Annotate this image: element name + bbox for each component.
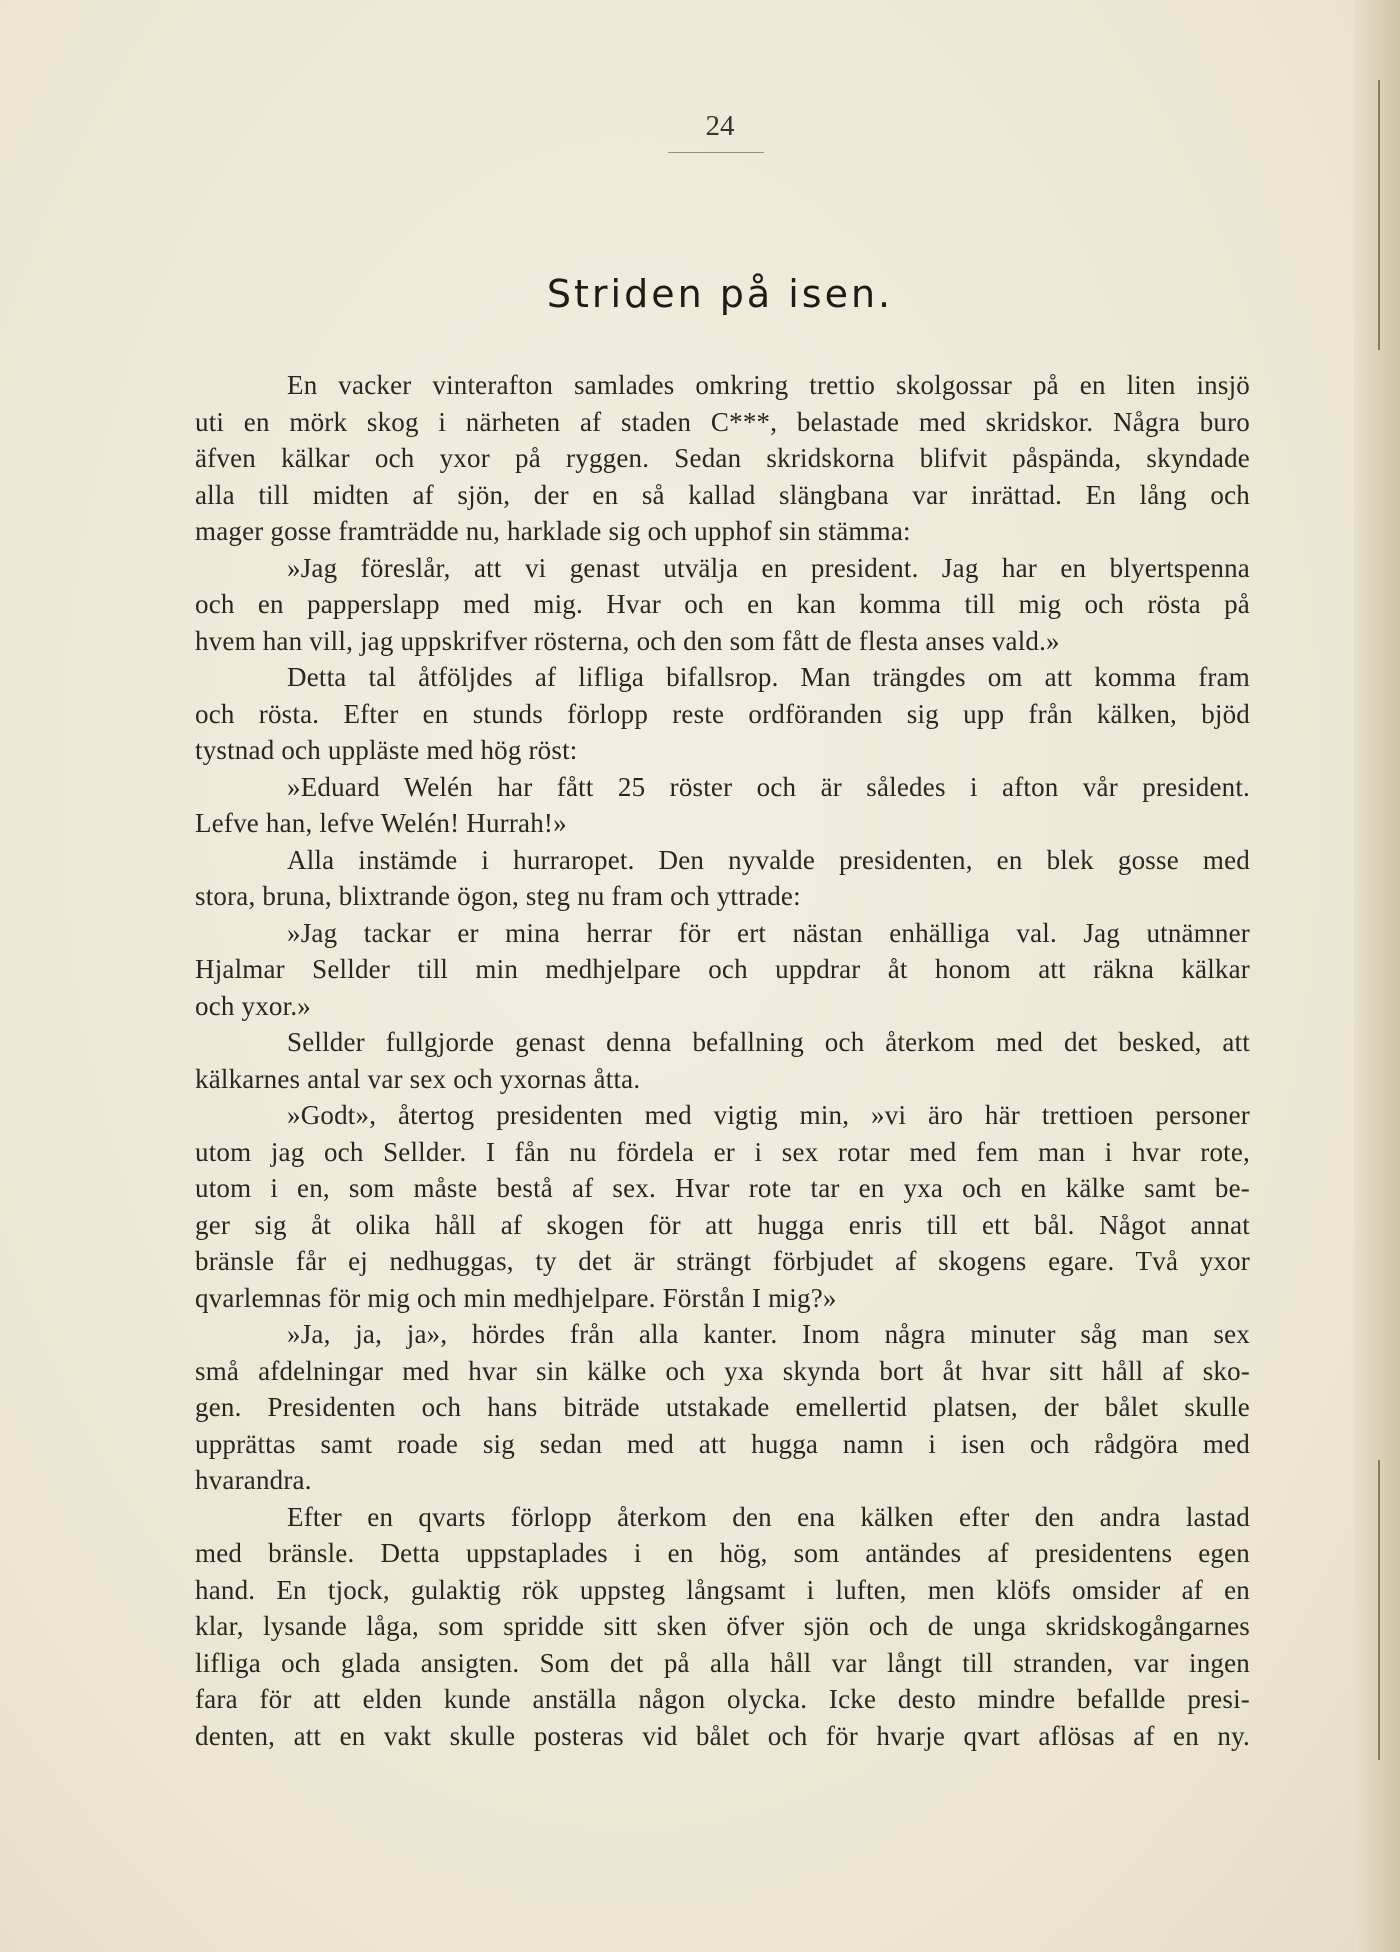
body-text — [195, 367, 1250, 1754]
text-line: »Ja, ja, ja», hördes från alla kanter. Inom några minuter såg man sex — [287, 1319, 1250, 1349]
text-line: och rösta. Efter en stunds förlopp reste ordföranden sig upp från kälken, bjöd — [195, 698, 1250, 729]
page-number-rule — [668, 152, 764, 153]
text-line: med bränsle. Detta uppstaplades i en hög, som antändes af presidentens egen — [195, 1538, 1250, 1568]
text-line: »Jag tackar er mina herrar för ert nästan enhälliga val. Jag utnämner — [287, 917, 1250, 948]
text-line: uti en mörk skog i närheten af staden C***, belastade med skridskor. Några buro — [195, 406, 1250, 437]
text-line: tystnad och uppläste med hög röst: — [195, 735, 578, 765]
page-number: 24 — [705, 110, 735, 142]
text-line: qvarlemnas för mig och min medhjelpare. Förstån I mig?» — [195, 1282, 837, 1313]
text-line: hand. En tjock, gulaktig rök uppsteg långsamt i luften, men klöfs omsider af en — [195, 1574, 1250, 1605]
text-line: hvem han vill, jag uppskrifver rösterna, och den som fått de flesta anses vald.» — [195, 625, 1060, 656]
text-line: Efter en qvarts förlopp återkom den ena kälken efter den andra lastad — [287, 1501, 1250, 1532]
text-line: »Jag föreslår, att vi genast utvälja en president. Jag har en blyertspenna — [287, 552, 1250, 583]
text-line: stora, bruna, blixtrande ögon, steg nu fram och yttrade: — [195, 881, 801, 911]
text-line: Alla instämde i hurraropet. Den nyvalde presidenten, en blek gosse med — [287, 844, 1250, 875]
text-line: utom i en, som måste bestå af sex. Hvar rote tar en yxa och en kälke samt be- — [195, 1173, 1250, 1203]
text-line: bränsle får ej nedhuggas, ty det är strängt förbjudet af skogens egare. Två yxor — [195, 1246, 1250, 1276]
text-line: alla till midten af sjön, der en så kallad slängbana var inrättad. En lång och — [195, 479, 1250, 510]
text-line: och yxor.» — [195, 990, 311, 1021]
text-line: mager gosse framträdde nu, harklade sig och upphof sin stämma: — [195, 516, 911, 546]
text-line: »Godt», återtog presidenten med vigtig min, »vi äro här trettioen personer — [287, 1100, 1250, 1130]
text-line: kälkarnes antal var sex och yxornas åtta. — [195, 1063, 641, 1094]
text-line: upprättas samt roade sig sedan med att hugga namn i isen och rådgöra med — [195, 1428, 1250, 1459]
text-line: äfven kälkar och yxor på ryggen. Sedan skridskorna blifvit påspända, skyndade — [195, 443, 1250, 473]
text-line: och en papperslapp med mig. Hvar och en kan komma till mig och rösta på — [195, 589, 1250, 619]
text-line: små afdelningar med hvar sin kälke och yxa skynda bort åt hvar sitt håll af sko- — [195, 1355, 1250, 1386]
text-line: denten, att en vakt skulle posteras vid bålet och för hvarje qvart aflösas af en ny. — [195, 1720, 1250, 1751]
text-line: Lefve han, lefve Welén! Hurrah!» — [195, 808, 567, 838]
text-line: ger sig åt olika håll af skogen för att hugga enris till ett bål. Något annat — [195, 1209, 1250, 1240]
text-line: fara för att elden kunde anställa någon olycka. Icke desto mindre befallde presi- — [195, 1684, 1250, 1714]
chapter-title: Striden på isen. — [546, 272, 894, 316]
text-line: Sellder fullgjorde genast denna befallning och återkom med det besked, att — [287, 1027, 1250, 1057]
text-line: Hjalmar Sellder till min medhjelpare och uppdrar åt honom att räkna kälkar — [195, 954, 1250, 984]
binding-line-bottom — [1378, 1460, 1380, 1760]
text-line: Detta tal åtföljdes af lifliga bifallsrop. Man trängdes om att komma fram — [287, 662, 1250, 692]
text-line: »Eduard Welén har fått 25 röster och är således i afton vår president. — [287, 771, 1250, 802]
text-line: utom jag och Sellder. I fån nu fördela er i sex rotar med fem man i hvar rote, — [195, 1136, 1250, 1167]
text-line: En vacker vinterafton samlades omkring trettio skolgossar på en liten insjö — [287, 370, 1250, 400]
text-line: hvarandra. — [195, 1465, 312, 1495]
text-line: klar, lysande låga, som spridde sitt sken öfver sjön och de unga skridskogångarnes — [195, 1611, 1250, 1641]
text-line: lifliga och glada ansigten. Som det på alla håll var långt till stranden, var ingen — [195, 1647, 1250, 1678]
text-line: gen. Presidenten och hans biträde utstakade emellertid platsen, der bålet skulle — [195, 1392, 1250, 1422]
